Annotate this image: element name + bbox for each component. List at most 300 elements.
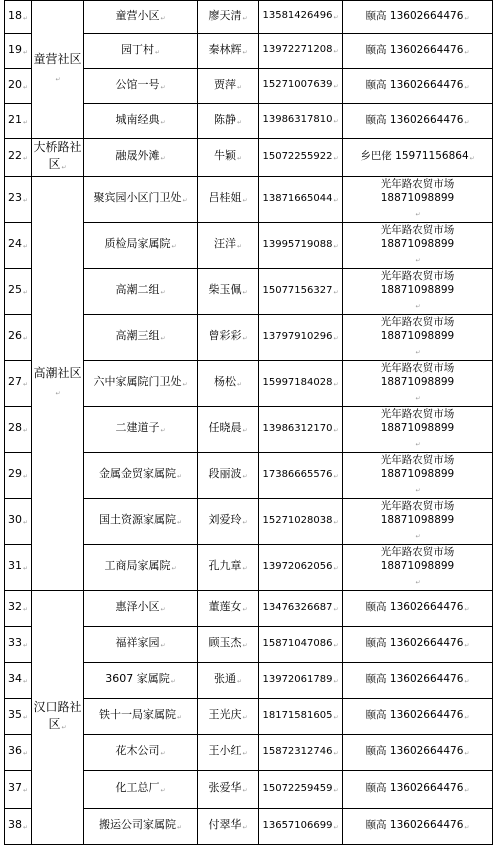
paragraph-mark-icon: ↵ <box>242 606 248 613</box>
phone-cell-text: 13986317810 <box>262 114 333 125</box>
contact-cell <box>343 453 493 499</box>
paragraph-mark-icon: ↵ <box>464 642 470 649</box>
name-cell <box>198 269 259 315</box>
name-cell-text: 汪洋 <box>213 237 236 250</box>
contact-cell-text: 颐高 13602664476 <box>365 709 464 721</box>
row-number-text: 33 <box>7 636 22 649</box>
place-cell <box>84 771 198 809</box>
paragraph-mark-icon: ↵ <box>182 197 188 204</box>
paragraph-mark-icon: ↵ <box>22 787 29 794</box>
name-cell-text: 王小红 <box>208 744 242 757</box>
paragraph-mark-icon: ↵ <box>333 288 339 296</box>
contact-cell <box>343 591 493 627</box>
name-cell-text: 刘爱玲 <box>208 513 242 526</box>
phone-cell-text: 13995719088 <box>262 238 333 250</box>
contact-cell <box>343 627 493 663</box>
name-cell-text: 段丽波 <box>208 467 242 480</box>
paragraph-mark-icon: ↵ <box>469 155 475 162</box>
table-row <box>5 1 493 34</box>
name-cell <box>198 69 259 104</box>
contact-cell-text: 光年路农贸市场 18871098899 <box>380 454 455 480</box>
contact-cell <box>343 269 493 315</box>
paragraph-mark-icon: ↵ <box>236 243 243 250</box>
paragraph-mark-icon: ↵ <box>464 48 470 56</box>
name-cell <box>198 361 259 407</box>
contact-cell <box>343 139 493 177</box>
name-cell <box>198 771 259 809</box>
paragraph-mark-icon: ↵ <box>333 786 339 794</box>
row-number-text: 32 <box>7 600 22 613</box>
paragraph-mark-icon: ↵ <box>160 750 166 757</box>
place-cell-text: 工商局家属院 <box>104 559 171 572</box>
paragraph-mark-icon: ↵ <box>22 243 29 250</box>
paragraph-mark-icon: ↵ <box>182 381 188 388</box>
row-number-text: 30 <box>7 513 22 526</box>
place-cell-text: 公馆一号 <box>115 77 160 91</box>
row-number-text: 29 <box>7 467 22 480</box>
contact-cell-text: 光年路农贸市场 18871098899 <box>380 224 455 250</box>
paragraph-mark-icon: ↵ <box>22 565 29 572</box>
paragraph-mark-icon: ↵ <box>242 197 248 204</box>
name-cell <box>198 407 259 453</box>
paragraph-mark-icon: ↵ <box>171 565 177 572</box>
row-number-text: 35 <box>7 708 22 721</box>
contact-cell <box>343 1 493 34</box>
place-cell-text: 铁十一局家属院 <box>98 708 176 721</box>
row-number <box>5 699 32 735</box>
name-cell <box>198 663 259 699</box>
name-cell <box>198 591 259 627</box>
row-number <box>5 1 32 34</box>
paragraph-mark-icon: ↵ <box>415 395 421 402</box>
table-row <box>5 177 493 223</box>
paragraph-mark-icon: ↵ <box>242 714 248 721</box>
place-cell <box>84 104 198 139</box>
paragraph-mark-icon: ↵ <box>415 533 421 540</box>
community-cell <box>32 1 84 139</box>
row-number <box>5 34 32 69</box>
row-number <box>5 69 32 104</box>
paragraph-mark-icon: ↵ <box>242 824 248 831</box>
phone-cell-text: 13657106699 <box>262 819 333 831</box>
paragraph-mark-icon: ↵ <box>22 381 29 388</box>
paragraph-mark-icon: ↵ <box>333 426 339 434</box>
phone-cell <box>259 139 343 177</box>
paragraph-mark-icon: ↵ <box>160 155 166 162</box>
name-cell-text: 王光庆 <box>208 708 242 721</box>
paragraph-mark-icon: ↵ <box>160 427 166 434</box>
paragraph-mark-icon: ↵ <box>333 14 339 21</box>
phone-cell-text: 15871047086 <box>262 637 333 649</box>
place-cell <box>84 223 198 269</box>
row-number-text: 36 <box>7 744 22 757</box>
paragraph-mark-icon: ↵ <box>415 257 421 264</box>
phone-cell-text: 17386665576 <box>262 468 333 480</box>
paragraph-mark-icon: ↵ <box>464 787 470 794</box>
phone-cell-text: 13476326687 <box>262 601 333 613</box>
phone-cell <box>259 69 343 104</box>
name-cell-text: 贾萍 <box>213 77 236 91</box>
row-number <box>5 315 32 361</box>
place-cell <box>84 499 198 545</box>
name-cell-text: 顾玉杰 <box>208 636 242 649</box>
phone-cell-text: 15072259459 <box>262 782 333 794</box>
contact-cell-text: 颐高 13602664476 <box>365 601 464 613</box>
place-cell-text: 花木公司 <box>115 744 160 757</box>
phone-cell-text: 13797910296 <box>262 330 333 342</box>
name-cell-text: 张爱华 <box>208 781 242 794</box>
contact-table <box>4 0 493 845</box>
paragraph-mark-icon: ↵ <box>415 211 421 218</box>
paragraph-mark-icon: ↵ <box>333 380 339 388</box>
place-cell <box>84 361 198 407</box>
name-cell <box>198 139 259 177</box>
paragraph-mark-icon: ↵ <box>22 48 29 56</box>
contact-cell-text: 光年路农贸市场 18871098899 <box>380 270 455 296</box>
paragraph-mark-icon: ↵ <box>160 14 166 22</box>
paragraph-mark-icon: ↵ <box>242 48 248 56</box>
phone-cell <box>259 591 343 627</box>
paragraph-mark-icon: ↵ <box>61 164 67 171</box>
contact-cell-text: 光年路农贸市场 18871098899 <box>380 178 455 204</box>
paragraph-mark-icon: ↵ <box>22 473 29 480</box>
place-cell <box>84 591 198 627</box>
community-cell-text: 高潮社区 <box>33 366 82 380</box>
contact-cell <box>343 809 493 845</box>
phone-cell-text: 15072255922 <box>262 150 333 162</box>
phone-cell <box>259 499 343 545</box>
phone-cell <box>259 735 343 771</box>
row-number <box>5 591 32 627</box>
place-cell <box>84 269 198 315</box>
place-cell-text: 化工总厂 <box>115 781 160 794</box>
contact-cell <box>343 663 493 699</box>
row-number-text: 26 <box>7 329 22 342</box>
place-cell <box>84 735 198 771</box>
contact-cell-text: 颐高 13602664476 <box>365 819 464 831</box>
phone-cell <box>259 699 343 735</box>
paragraph-mark-icon: ↵ <box>236 118 243 126</box>
contact-cell-text: 颐高 13602664476 <box>365 43 464 56</box>
paragraph-mark-icon: ↵ <box>333 242 339 250</box>
place-cell-text: 惠泽小区 <box>115 600 160 613</box>
row-number <box>5 627 32 663</box>
name-cell <box>198 177 259 223</box>
paragraph-mark-icon: ↵ <box>236 83 243 91</box>
contact-cell <box>343 735 493 771</box>
row-number <box>5 104 32 139</box>
paragraph-mark-icon: ↵ <box>160 606 166 613</box>
phone-cell <box>259 627 343 663</box>
paragraph-mark-icon: ↵ <box>464 606 470 613</box>
paragraph-mark-icon: ↵ <box>176 473 183 480</box>
row-number-text: 27 <box>7 375 22 388</box>
phone-cell-text: 15271028038 <box>262 514 333 526</box>
paragraph-mark-icon: ↵ <box>333 641 339 649</box>
phone-cell <box>259 361 343 407</box>
contact-cell <box>343 361 493 407</box>
contact-table-sheet <box>4 0 493 845</box>
paragraph-mark-icon: ↵ <box>22 642 29 649</box>
name-cell <box>198 735 259 771</box>
contact-table-body <box>5 1 493 845</box>
name-cell <box>198 104 259 139</box>
row-number <box>5 407 32 453</box>
place-cell-text: 质检局家属院 <box>104 237 171 250</box>
row-number <box>5 139 32 177</box>
row-number-text: 22 <box>7 149 22 162</box>
contact-cell-text: 颐高 13602664476 <box>365 637 464 649</box>
place-cell <box>84 177 198 223</box>
phone-cell <box>259 809 343 845</box>
place-cell-text: 童营小区 <box>115 8 160 22</box>
paragraph-mark-icon: ↵ <box>236 678 243 685</box>
paragraph-mark-icon: ↵ <box>22 606 29 613</box>
phone-cell <box>259 545 343 591</box>
paragraph-mark-icon: ↵ <box>464 824 470 831</box>
contact-cell-text: 光年路农贸市场 18871098899 <box>380 316 455 342</box>
paragraph-mark-icon: ↵ <box>22 714 29 721</box>
row-number <box>5 809 32 845</box>
phone-cell-text: 13972061789 <box>262 673 333 685</box>
contact-cell <box>343 104 493 139</box>
paragraph-mark-icon: ↵ <box>22 335 29 342</box>
paragraph-mark-icon: ↵ <box>22 519 29 526</box>
place-cell-text: 二建道子 <box>115 421 160 434</box>
paragraph-mark-icon: ↵ <box>415 441 421 448</box>
phone-cell-text: 18171581605 <box>262 709 333 721</box>
paragraph-mark-icon: ↵ <box>464 118 470 126</box>
paragraph-mark-icon: ↵ <box>242 335 248 342</box>
name-cell-text: 柴玉佩 <box>208 283 242 296</box>
place-cell <box>84 69 198 104</box>
row-number-text: 24 <box>7 237 22 250</box>
row-number <box>5 499 32 545</box>
row-number-text: 38 <box>7 818 22 831</box>
name-cell-text: 吕桂姐 <box>208 191 242 204</box>
name-cell <box>198 809 259 845</box>
row-number-text: 19 <box>7 42 22 56</box>
place-cell-text: 国土资源家属院 <box>98 513 176 526</box>
paragraph-mark-icon: ↵ <box>333 564 339 572</box>
name-cell <box>198 1 259 34</box>
phone-cell <box>259 104 343 139</box>
place-cell <box>84 139 198 177</box>
place-cell-text: 福祥家园 <box>115 636 160 649</box>
place-cell <box>84 545 198 591</box>
paragraph-mark-icon: ↵ <box>22 824 29 831</box>
name-cell-text: 陈静 <box>213 112 236 126</box>
phone-cell <box>259 407 343 453</box>
contact-cell-text: 光年路农贸市场 18871098899 <box>380 546 455 572</box>
paragraph-mark-icon: ↵ <box>242 289 248 296</box>
paragraph-mark-icon: ↵ <box>236 381 243 388</box>
phone-cell <box>259 223 343 269</box>
place-cell-text: 搬运公司家属院 <box>98 818 176 831</box>
paragraph-mark-icon: ↵ <box>415 349 421 356</box>
row-number <box>5 453 32 499</box>
paragraph-mark-icon: ↵ <box>154 48 161 56</box>
paragraph-mark-icon: ↵ <box>22 155 29 162</box>
paragraph-mark-icon: ↵ <box>242 565 248 572</box>
paragraph-mark-icon: ↵ <box>242 750 248 757</box>
contact-cell-text: 颐高 13602664476 <box>365 782 464 794</box>
row-number-text: 20 <box>7 77 22 91</box>
row-number <box>5 223 32 269</box>
place-cell <box>84 627 198 663</box>
phone-cell-text: 13871665044 <box>262 192 333 204</box>
phone-cell <box>259 771 343 809</box>
contact-cell <box>343 223 493 269</box>
paragraph-mark-icon: ↵ <box>333 48 339 55</box>
paragraph-mark-icon: ↵ <box>22 678 29 685</box>
contact-cell <box>343 407 493 453</box>
row-number <box>5 771 32 809</box>
name-cell <box>198 315 259 361</box>
row-number-text: 21 <box>7 112 22 126</box>
place-cell <box>84 1 198 34</box>
phone-cell-text: 13972062056 <box>262 560 333 572</box>
row-number-text: 28 <box>7 421 22 434</box>
contact-cell <box>343 34 493 69</box>
row-number <box>5 735 32 771</box>
place-cell-text: 六中家属院门卫处 <box>93 375 182 388</box>
row-number-text: 18 <box>7 8 22 22</box>
place-cell-text: 高潮三组 <box>115 329 160 342</box>
paragraph-mark-icon: ↵ <box>333 154 339 162</box>
paragraph-mark-icon: ↵ <box>22 197 29 204</box>
phone-cell <box>259 34 343 69</box>
contact-cell <box>343 545 493 591</box>
paragraph-mark-icon: ↵ <box>236 155 243 162</box>
paragraph-mark-icon: ↵ <box>160 335 166 342</box>
place-cell <box>84 699 198 735</box>
row-number <box>5 361 32 407</box>
row-number-text: 31 <box>7 559 22 572</box>
name-cell-text: 张通 <box>213 672 236 685</box>
place-cell-text: 城南经典 <box>115 112 160 126</box>
phone-cell <box>259 315 343 361</box>
paragraph-mark-icon: ↵ <box>333 749 339 757</box>
contact-cell-text: 颐高 13602664476 <box>365 113 464 126</box>
place-cell <box>84 315 198 361</box>
phone-cell-text: 13972271208 <box>262 44 333 55</box>
paragraph-mark-icon: ↵ <box>176 824 183 831</box>
place-cell-text: 融晟外滩 <box>115 149 160 162</box>
community-cell-text: 汉口路社区 <box>33 700 82 731</box>
paragraph-mark-icon: ↵ <box>22 83 29 91</box>
paragraph-mark-icon: ↵ <box>333 472 339 480</box>
phone-cell-text: 13581426496 <box>262 10 333 21</box>
row-number <box>5 545 32 591</box>
paragraph-mark-icon: ↵ <box>333 118 339 125</box>
name-cell-text: 秦林辉 <box>208 42 242 56</box>
name-cell-text: 廖天清 <box>208 8 242 22</box>
paragraph-mark-icon: ↵ <box>333 677 339 685</box>
phone-cell-text: 13986312170 <box>262 422 333 434</box>
contact-cell-text: 颐高 13602664476 <box>365 673 464 685</box>
paragraph-mark-icon: ↵ <box>464 14 470 22</box>
paragraph-mark-icon: ↵ <box>242 427 248 434</box>
phone-cell-text: 15077156327 <box>262 284 333 296</box>
place-cell <box>84 34 198 69</box>
paragraph-mark-icon: ↵ <box>55 76 61 83</box>
paragraph-mark-icon: ↵ <box>333 713 339 721</box>
paragraph-mark-icon: ↵ <box>415 303 421 310</box>
contact-cell-text: 光年路农贸市场 18871098899 <box>380 408 455 434</box>
place-cell-text: 3607 家属院 <box>105 672 170 685</box>
place-cell <box>84 453 198 499</box>
paragraph-mark-icon: ↵ <box>333 518 339 526</box>
contact-cell <box>343 499 493 545</box>
name-cell-text: 曾彩彩 <box>208 329 242 342</box>
paragraph-mark-icon: ↵ <box>61 724 67 731</box>
name-cell <box>198 699 259 735</box>
paragraph-mark-icon: ↵ <box>242 519 248 526</box>
row-number <box>5 269 32 315</box>
paragraph-mark-icon: ↵ <box>176 714 183 721</box>
name-cell <box>198 223 259 269</box>
paragraph-mark-icon: ↵ <box>464 714 470 721</box>
row-number <box>5 177 32 223</box>
phone-cell-text: 15872312746 <box>262 745 333 757</box>
paragraph-mark-icon: ↵ <box>22 750 29 757</box>
name-cell <box>198 545 259 591</box>
place-cell-text: 金属金贸家属院 <box>98 467 176 480</box>
paragraph-mark-icon: ↵ <box>333 196 339 204</box>
paragraph-mark-icon: ↵ <box>22 289 29 296</box>
name-cell-text: 杨松 <box>213 375 236 388</box>
community-cell <box>32 591 84 845</box>
paragraph-mark-icon: ↵ <box>176 519 183 526</box>
name-cell-text: 任晓晨 <box>208 421 242 434</box>
place-cell <box>84 809 198 845</box>
community-cell-text: 童营社区 <box>33 52 82 66</box>
paragraph-mark-icon: ↵ <box>333 334 339 342</box>
contact-cell-text: 光年路农贸市场 18871098899 <box>380 500 455 526</box>
paragraph-mark-icon: ↵ <box>333 83 339 90</box>
paragraph-mark-icon: ↵ <box>464 83 470 91</box>
row-number-text: 34 <box>7 672 22 685</box>
paragraph-mark-icon: ↵ <box>22 427 29 434</box>
name-cell <box>198 34 259 69</box>
phone-cell-text: 15271007639 <box>262 79 333 90</box>
phone-cell-text: 15997184028 <box>262 376 333 388</box>
name-cell-text: 付翠华 <box>208 818 242 831</box>
contact-cell-text: 光年路农贸市场 18871098899 <box>380 362 455 388</box>
paragraph-mark-icon: ↵ <box>55 390 61 397</box>
name-cell <box>198 499 259 545</box>
place-cell-text: 园丁村 <box>120 42 154 56</box>
phone-cell <box>259 1 343 34</box>
paragraph-mark-icon: ↵ <box>242 787 248 794</box>
community-cell <box>32 139 84 177</box>
paragraph-mark-icon: ↵ <box>333 823 339 831</box>
paragraph-mark-icon: ↵ <box>415 487 421 494</box>
contact-cell <box>343 771 493 809</box>
contact-cell <box>343 177 493 223</box>
row-number <box>5 663 32 699</box>
paragraph-mark-icon: ↵ <box>160 83 166 91</box>
paragraph-mark-icon: ↵ <box>464 678 470 685</box>
paragraph-mark-icon: ↵ <box>242 642 248 649</box>
community-cell <box>32 177 84 591</box>
name-cell-text: 孔九章 <box>208 559 242 572</box>
phone-cell <box>259 663 343 699</box>
community-cell-text: 大桥路社区 <box>33 140 82 171</box>
table-row <box>5 591 493 627</box>
paragraph-mark-icon: ↵ <box>160 289 166 296</box>
